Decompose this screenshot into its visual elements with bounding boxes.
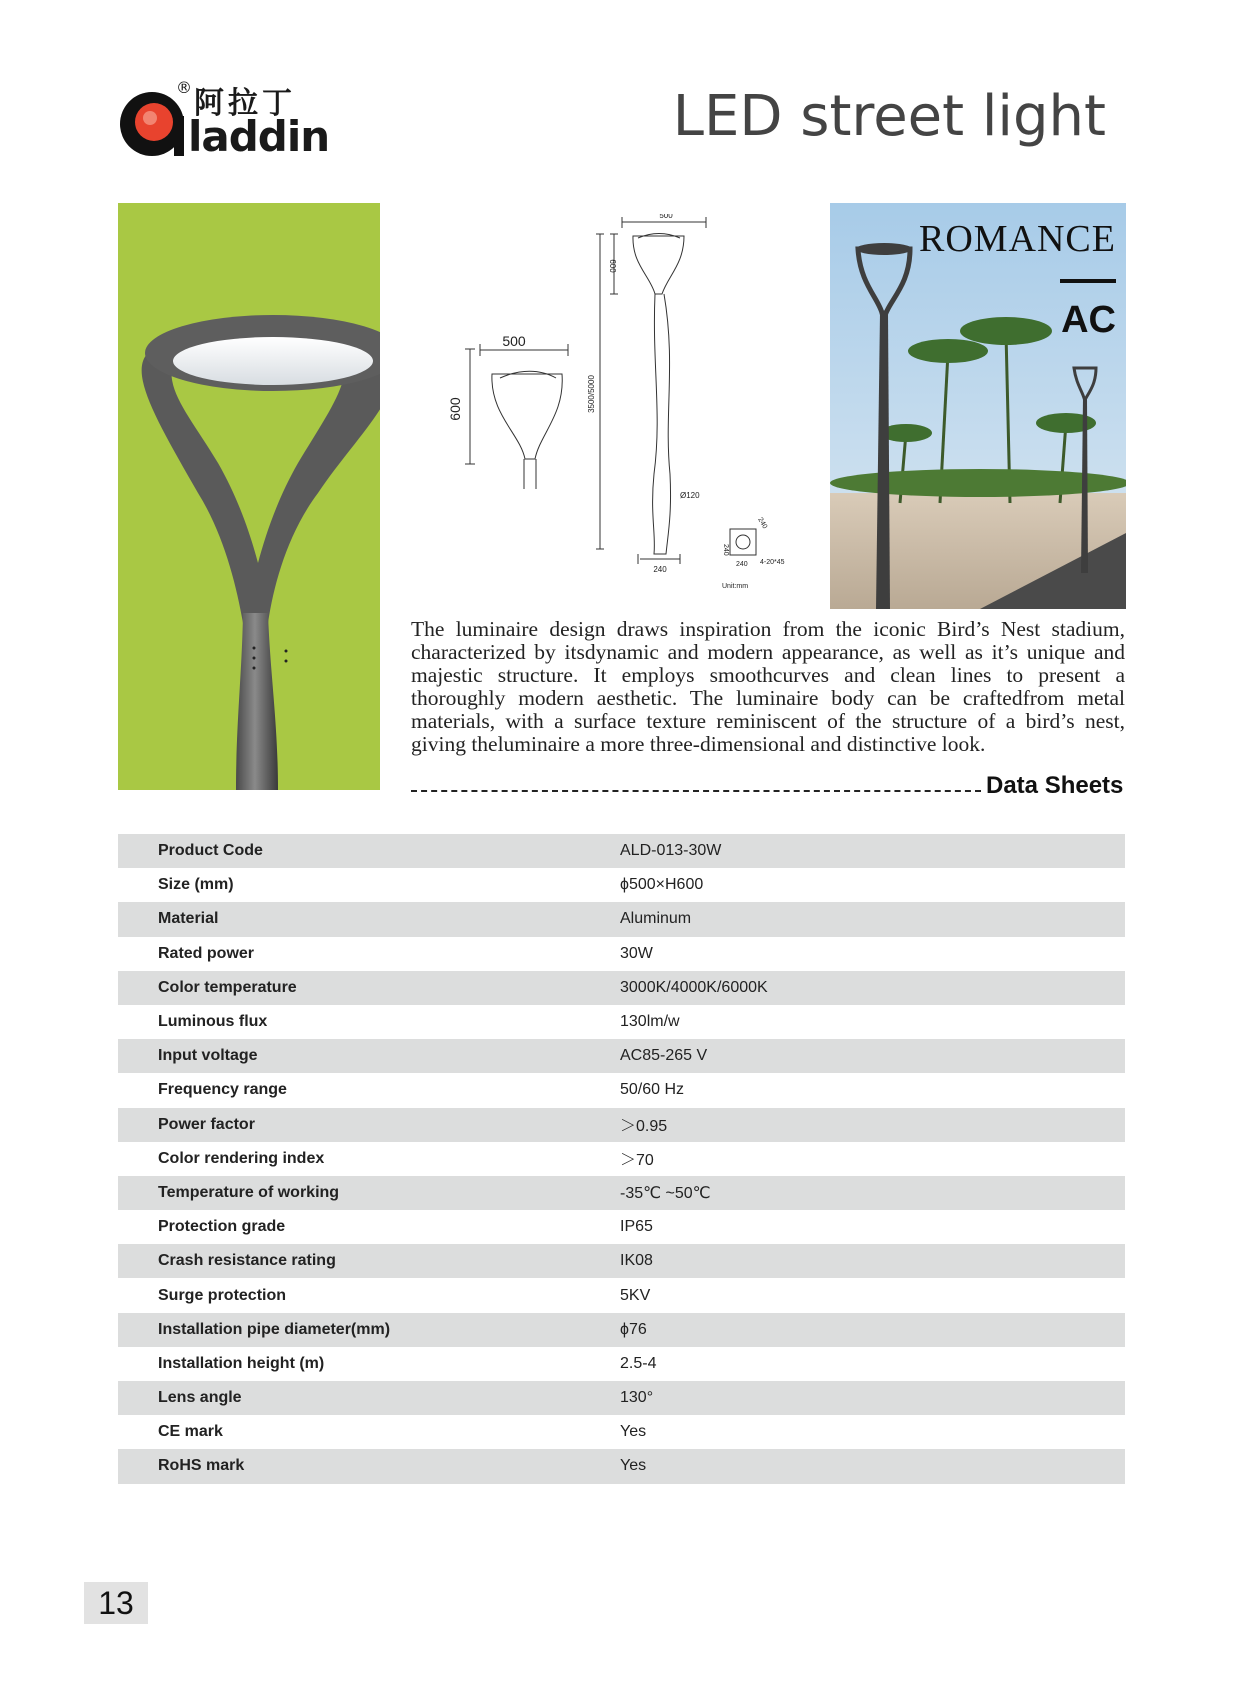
product-description: The luminaire design draws inspiration from the iconic Bird’s Nest stadium, characterized by itsdynamic and modern appearance, as well as it’s unique and majestic structure. It employs smoothcurves and clean lines to present a thoroughly modern aesthetic. The luminaire body can be craftedfrom metal materials, with a surface texture reminiscent of the structure of a bird’s nest, giving theluminaire a more three-dimensional and distinctive look. [411, 617, 1125, 756]
technical-drawing [440, 214, 820, 614]
table-row [118, 1073, 1125, 1107]
spec-value: 30W [620, 937, 1125, 971]
series-divider [1060, 279, 1116, 283]
table-row [118, 1108, 1125, 1142]
table-row [118, 1039, 1125, 1073]
street-scene-image [830, 203, 1126, 609]
spec-value: ϕ500×H600 [620, 868, 1125, 902]
spec-value: ALD-013-30W [620, 834, 1125, 868]
table-row [118, 1449, 1125, 1483]
spec-label: Frequency range [118, 1073, 620, 1107]
product-hero-image [118, 203, 380, 790]
spec-value: 50/60 Hz [620, 1073, 1125, 1107]
spec-value: ϕ76 [620, 1313, 1125, 1347]
spec-label: Input voltage [118, 1039, 620, 1073]
series-name: ROMANCE [918, 218, 1116, 260]
table-row [118, 1176, 1125, 1210]
spec-label: Power factor [118, 1108, 620, 1142]
head-height-label: 600 [447, 397, 463, 421]
table-row [118, 1142, 1125, 1176]
table-row [118, 868, 1125, 902]
spec-value: 5KV [620, 1278, 1125, 1312]
brand-logo [116, 78, 330, 161]
table-row [118, 1415, 1125, 1449]
pole-diameter-label: Ø120 [680, 491, 700, 500]
spec-value: IK08 [620, 1244, 1125, 1278]
data-sheets-dashed-rule [411, 790, 981, 792]
table-row [118, 1210, 1125, 1244]
spec-value: Yes [620, 1415, 1125, 1449]
pole-height-label: 3500/5000 [587, 375, 596, 413]
head-width-label: 500 [502, 333, 526, 349]
spec-value: IP65 [620, 1210, 1125, 1244]
table-row [118, 971, 1125, 1005]
data-sheets-title: Data Sheets [986, 772, 1124, 799]
installation-photo [830, 203, 1126, 609]
spec-value: 130° [620, 1381, 1125, 1415]
spec-label: Protection grade [118, 1210, 620, 1244]
table-row [118, 937, 1125, 971]
series-type: AC [1061, 299, 1116, 341]
spec-value: 3000K/4000K/6000K [620, 971, 1125, 1005]
spec-label: Lens angle [118, 1381, 620, 1415]
spec-label: Material [118, 902, 620, 936]
spec-value: 2.5-4 [620, 1347, 1125, 1381]
unit-label: Unit:mm [722, 583, 749, 590]
spec-label: RoHS mark [118, 1449, 620, 1483]
spec-label: Color rendering index [118, 1142, 620, 1176]
table-row [118, 1278, 1125, 1312]
spec-label: Product Code [118, 834, 620, 868]
spec-label: Surge protection [118, 1278, 620, 1312]
page-title: LED street light [672, 84, 1106, 149]
spec-value: 130lm/w [620, 1005, 1125, 1039]
luminaire-illustration [118, 203, 380, 790]
spec-label: Installation pipe diameter(mm) [118, 1313, 620, 1347]
spec-label: Temperature of working [118, 1176, 620, 1210]
pole-top-height-label: 600 [608, 259, 617, 273]
spec-value: ＞70 [620, 1142, 1125, 1176]
logo-english-name: laddin [188, 112, 330, 161]
table-row [118, 1347, 1125, 1381]
spec-value: -35℃ ~50℃ [620, 1176, 1125, 1210]
logo-registered: ® [176, 78, 192, 97]
spec-value: AC85-265 V [620, 1039, 1125, 1073]
base-diag-label: 240 [756, 516, 769, 531]
base-side-b-label: 240 [736, 561, 748, 568]
spec-value: Aluminum [620, 902, 1125, 936]
spec-label: Color temperature [118, 971, 620, 1005]
spec-label: Luminous flux [118, 1005, 620, 1039]
logo-chinese-name: 阿拉丁 [194, 86, 296, 121]
table-row [118, 1381, 1125, 1415]
base-width-label: 240 [653, 565, 667, 574]
spec-value: ＞0.95 [620, 1108, 1125, 1142]
table-row [118, 834, 1125, 868]
table-row [118, 1244, 1125, 1278]
spec-label: Rated power [118, 937, 620, 971]
spec-value: Yes [620, 1449, 1125, 1483]
spec-label: Crash resistance rating [118, 1244, 620, 1278]
base-side-a-label: 240 [722, 544, 729, 556]
page-number: 13 [84, 1582, 148, 1624]
table-row [118, 902, 1125, 936]
spec-label: Size (mm) [118, 868, 620, 902]
base-holes-label: 4-20*45 [760, 559, 785, 566]
spec-label: Installation height (m) [118, 1347, 620, 1381]
spec-table [118, 834, 1125, 1484]
table-row [118, 1005, 1125, 1039]
spec-label: CE mark [118, 1415, 620, 1449]
table-row [118, 1313, 1125, 1347]
pole-top-width-label: 500 [659, 214, 673, 220]
